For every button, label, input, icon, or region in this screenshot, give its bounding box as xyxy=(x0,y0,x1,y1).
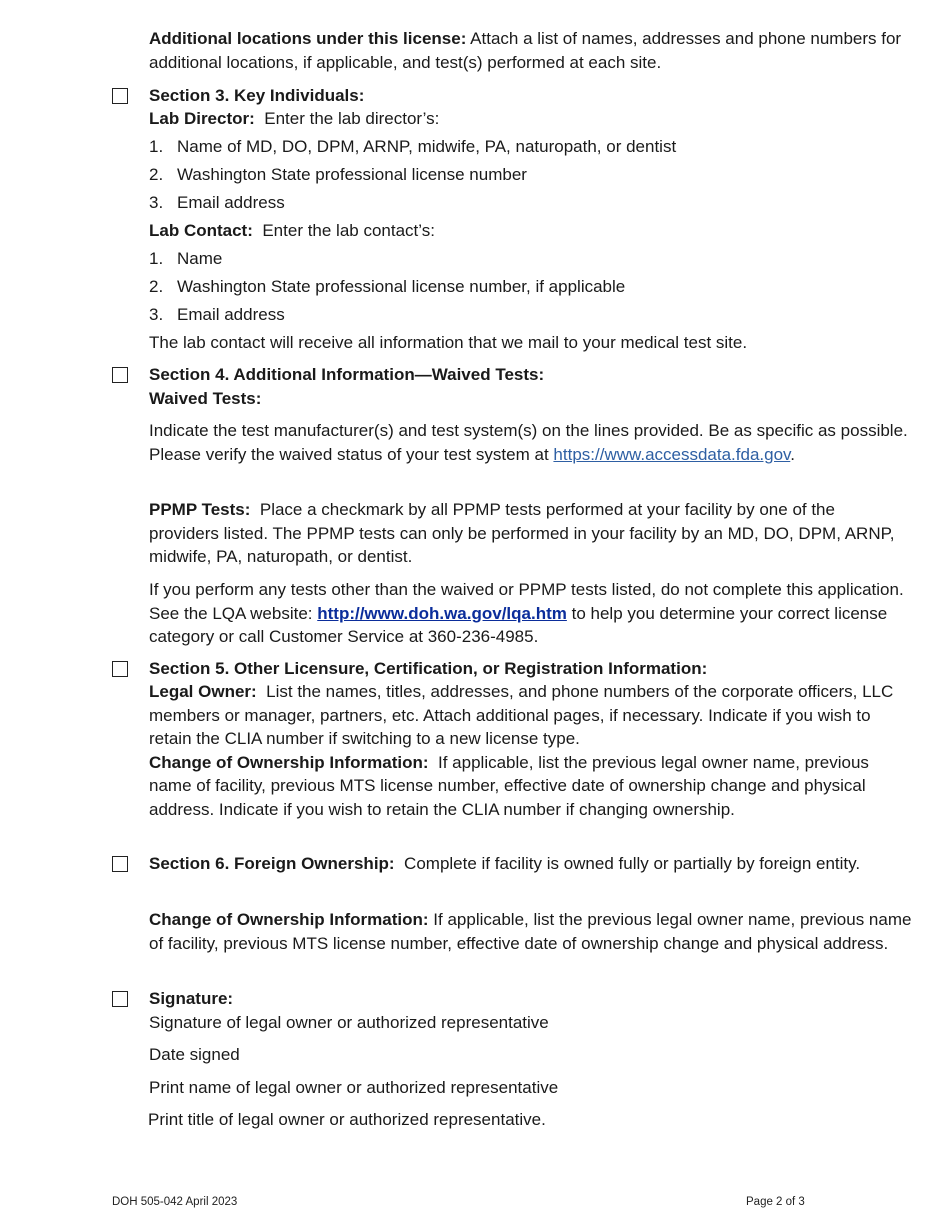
change-ownership-text: If applicable, list the previous legal owner name, previous name of facility, previous MTS license number, effective date of ownership change and physical address. Indicate if you wish to retain the CLIA number if changing ownership. xyxy=(149,752,869,819)
ppmp-label: PPMP Tests: xyxy=(149,500,251,519)
lab-contact-line xyxy=(149,219,909,243)
contact-item-text: Name xyxy=(177,249,223,268)
additional-locations-heading: Additional locations under this license: xyxy=(149,29,467,48)
waived-tests-label: Waived Tests: xyxy=(149,389,262,408)
date-signed-line: Date signed xyxy=(149,1045,240,1064)
other-tests-paragraph xyxy=(149,578,909,649)
section6-change-paragraph xyxy=(149,908,914,955)
ppmp-text: Place a checkmark by all PPMP tests performed at your facility by one of the providers listed. The PPMP tests can only be performed in your facility by an MD, DO, DPM, ARNP, midwife, PA, naturopath, or dentist. xyxy=(149,500,895,566)
waived-tests-paragraph: Indicate the test manufacturer(s) and test system(s) on the lines provided. Be as specific as possible. Please verify the waived status of your test system at https://www.accessdata.fda.gov. xyxy=(149,421,908,464)
signature-title: Signature: xyxy=(149,989,234,1008)
lab-contact-note: The lab contact will receive all information that we mail to your medical test site. xyxy=(149,333,748,352)
lab-director-label: Lab Director: xyxy=(149,109,255,128)
signature-checkbox[interactable] xyxy=(112,991,128,1007)
contact-item-num: 1. xyxy=(149,249,164,268)
section4-title: Section 4. Additional Information—Waived Tests: xyxy=(149,365,545,384)
change-ownership-label: Change of Ownership Information: xyxy=(149,752,429,772)
additional-locations-paragraph xyxy=(149,27,909,74)
fda-link[interactable]: https://www.accessdata.fda.gov xyxy=(553,444,791,464)
director-item-text: Name of MD, DO, DPM, ARNP, midwife, PA, naturopath, or dentist xyxy=(177,137,677,156)
section6-title: Section 6. Foreign Ownership: xyxy=(149,854,395,873)
page-number: Page 2 of 3 xyxy=(746,1196,805,1208)
contact-item-num: 3. xyxy=(149,305,164,324)
lqa-link[interactable]: http://www.doh.wa.gov/lqa.htm xyxy=(317,603,567,623)
director-item-text: Washington State professional license number xyxy=(177,165,527,184)
legal-owner-text: List the names, titles, addresses, and phone numbers of the corporate officers, LLC members or manager, partners, etc. Attach additional pages, if necessary. Indicate if you wish to retain the CLIA number if switching to a new license type. xyxy=(149,682,894,748)
director-item-text: Email address xyxy=(177,193,285,212)
director-item-num: 3. xyxy=(149,193,164,212)
section6-paragraph xyxy=(149,852,909,876)
section6-change-label: Change of Ownership Information: xyxy=(149,910,429,929)
contact-item-num: 2. xyxy=(149,277,164,296)
legal-owner-label: Legal Owner: xyxy=(149,682,257,701)
legal-owner-paragraph xyxy=(149,680,909,821)
section6-checkbox[interactable] xyxy=(112,856,128,872)
lab-director-intro: Enter the lab director’s: xyxy=(264,109,440,128)
section6-title-text: Complete if facility is owned fully or partially by foreign entity. xyxy=(404,854,861,873)
section3-title: Section 3. Key Individuals: xyxy=(149,86,365,105)
additional-locations-text: Attach a list of names, addresses and phone numbers for additional locations, if applicable, and test(s) performed at each site. xyxy=(149,29,902,72)
print-name-line: Print name of legal owner or authorized representative xyxy=(149,1078,559,1097)
form-id: DOH 505-042 April 2023 xyxy=(112,1196,238,1208)
section5-checkbox[interactable] xyxy=(112,661,128,677)
signature-line: Signature of legal owner or authorized representative xyxy=(149,1013,549,1032)
section6-change-text: If applicable, list the previous legal owner name, previous name of facility, previous MTS license number, effective date of ownership change and physical address. xyxy=(149,910,912,953)
contact-item-text: Washington State professional license number, if applicable xyxy=(177,277,626,296)
waived-tests-text: Indicate the test manufacturer(s) and test system(s) on the lines provided. Be as specific as possible. Please verify the waived status of your test system at xyxy=(149,421,908,464)
section5-title: Section 5. Other Licensure, Certification, or Registration Information: xyxy=(149,659,708,678)
director-item-num: 2. xyxy=(149,165,164,184)
director-item-num: 1. xyxy=(149,137,164,156)
contact-item-text: Email address xyxy=(177,305,285,324)
lab-director-line xyxy=(149,107,909,131)
ppmp-paragraph xyxy=(149,498,909,569)
section4-checkbox[interactable] xyxy=(112,367,128,383)
other-tests-text-1: If you perform any tests other than the waived or PPMP tests listed, do not complete this application. See the LQA website: xyxy=(149,580,904,623)
lab-contact-intro: Enter the lab contact’s: xyxy=(262,221,435,240)
other-tests-text-2: to help you determine your correct license category or call Customer Service at 360-236-4985. xyxy=(149,603,888,646)
print-title-line: Print title of legal owner or authorized representative. xyxy=(148,1110,546,1129)
section3-checkbox[interactable] xyxy=(112,88,128,104)
lab-contact-label: Lab Contact: xyxy=(149,221,253,240)
